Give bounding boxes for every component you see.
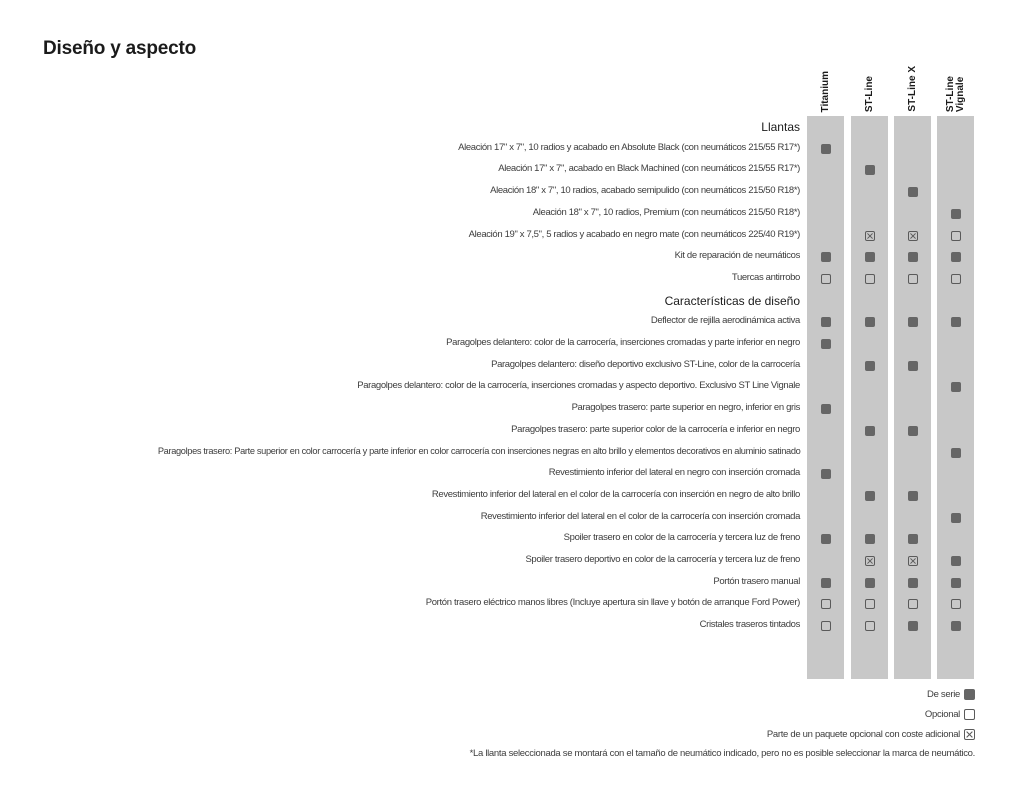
standard-mark-icon (821, 404, 831, 414)
row-label: Revestimiento inferior del lateral en el color de la carrocería con inserción en negro de alto brillo (431, 488, 800, 500)
column-header (851, 60, 888, 112)
standard-mark-icon (951, 513, 961, 523)
footnote: *La llanta seleccionada se montará con el tamaño de neumático indicado, pero no es posible seleccionar la marca de neumático. (469, 748, 975, 759)
row-label: Aleación 17" x 7", 10 radios y acabado en Absolute Black (con neumáticos 215/55 R17*) (458, 141, 800, 153)
optional-mark-icon (865, 599, 875, 609)
column-header-label: Titanium (819, 70, 831, 112)
row-label: Aleación 19" x 7,5", 5 radios y acabado en negro mate (con neumáticos 225/40 R19*) (468, 228, 800, 240)
standard-mark-icon (951, 578, 961, 588)
optional-mark-icon (951, 274, 961, 284)
row-label: Paragolpes delantero: color de la carrocería, inserciones cromadas y aspecto deportivo. Exclusivo ST Line Vignale (357, 380, 800, 392)
standard-mark-icon (865, 165, 875, 175)
row-label: Paragolpes trasero: parte superior color de la carrocería e inferior en negro (511, 423, 800, 435)
row-label: Tuercas antirrobo (731, 271, 800, 283)
row-label: Paragolpes delantero: diseño deportivo exclusivo ST-Line, color de la carrocería (491, 358, 800, 370)
standard-mark-icon (951, 317, 961, 327)
row-label: Aleación 18" x 7", 10 radios, acabado semipulido (con neumáticos 215/50 R18*) (490, 185, 800, 197)
standard-mark-icon (821, 144, 831, 154)
standard-mark-icon (908, 252, 918, 262)
standard-mark-icon (865, 534, 875, 544)
column-header (807, 60, 844, 112)
optional-mark-icon (821, 599, 831, 609)
package-mark-icon (865, 231, 875, 241)
page-title: Diseño y aspecto (43, 38, 197, 59)
standard-mark-icon (865, 578, 875, 588)
column-header-label: ST-Line X (906, 66, 918, 112)
standard-mark-icon (951, 382, 961, 392)
standard-mark-icon (908, 317, 918, 327)
standard-mark-icon (951, 556, 961, 566)
column-header-label: ST-Line (863, 75, 875, 112)
row-label: Paragolpes trasero: parte superior en negro, inferior en gris (571, 402, 800, 414)
legend-standard (927, 689, 975, 700)
legend-package-label: Parte de un paquete opcional con coste adicional (766, 729, 960, 740)
standard-mark-icon (821, 534, 831, 544)
optional-mark-icon (951, 599, 961, 609)
standard-mark-icon (908, 491, 918, 501)
optional-mark-icon (821, 274, 831, 284)
optional-mark-icon (865, 621, 875, 631)
row-label: Spoiler trasero en color de la carrocería y tercera luz de freno (563, 532, 800, 544)
optional-mark-icon (908, 599, 918, 609)
standard-mark-icon (951, 448, 961, 458)
standard-mark-icon (951, 209, 961, 219)
optional-mark-icon (951, 231, 961, 241)
standard-mark-icon (865, 491, 875, 501)
row-label: Aleación 18" x 7", 10 radios, Premium (con neumáticos 215/50 R18*) (532, 206, 800, 218)
row-label: Portón trasero manual (713, 575, 800, 587)
column-bar (937, 116, 974, 679)
standard-mark-icon (951, 621, 961, 631)
package-mark-icon (964, 729, 975, 740)
package-mark-icon (908, 556, 918, 566)
optional-mark-icon (964, 709, 975, 720)
row-label: Deflector de rejilla aerodinámica activa (650, 315, 800, 327)
row-label: Aleación 17" x 7", acabado en Black Machined (con neumáticos 215/55 R17*) (498, 163, 800, 175)
legend-package (767, 729, 975, 740)
row-label: Revestimiento inferior del lateral en negro con inserción cromada (548, 467, 800, 479)
column-header-label: ST-Line Vignale (944, 75, 966, 112)
legend-standard-label: De serie (927, 689, 960, 700)
standard-mark-icon (964, 689, 975, 700)
standard-mark-icon (821, 339, 831, 349)
optional-mark-icon (908, 274, 918, 284)
standard-mark-icon (908, 621, 918, 631)
row-label: Spoiler trasero deportivo en color de la carrocería y tercera luz de freno (525, 554, 800, 565)
column-header (894, 60, 931, 112)
optional-mark-icon (865, 274, 875, 284)
standard-mark-icon (865, 361, 875, 371)
standard-mark-icon (821, 252, 831, 262)
optional-mark-icon (821, 621, 831, 631)
standard-mark-icon (951, 252, 961, 262)
standard-mark-icon (908, 361, 918, 371)
standard-mark-icon (821, 578, 831, 588)
package-mark-icon (865, 556, 875, 566)
standard-mark-icon (908, 578, 918, 588)
legend-optional (925, 709, 975, 720)
standard-mark-icon (908, 426, 918, 436)
column-bar (851, 116, 888, 679)
row-label: Kit de reparación de neumáticos (674, 250, 800, 262)
row-label: Paragolpes delantero: color de la carrocería, inserciones cromadas y parte inferior en negro (446, 337, 800, 348)
standard-mark-icon (865, 252, 875, 262)
row-label: Portón trasero eléctrico manos libres (Incluye apertura sin llave y botón de arranque Ford Power) (425, 597, 800, 609)
column-header (937, 60, 974, 112)
standard-mark-icon (865, 426, 875, 436)
column-bar (894, 116, 931, 679)
package-mark-icon (908, 231, 918, 241)
standard-mark-icon (908, 187, 918, 197)
section-title: Llantas (761, 120, 800, 134)
column-bar (807, 116, 844, 679)
standard-mark-icon (821, 317, 831, 327)
standard-mark-icon (865, 317, 875, 327)
row-label: Cristales traseros tintados (699, 619, 800, 631)
standard-mark-icon (821, 469, 831, 479)
standard-mark-icon (908, 534, 918, 544)
section-title: Características de diseño (664, 293, 800, 308)
legend-optional-label: Opcional (924, 709, 960, 720)
row-label: Revestimiento inferior del lateral en el color de la carrocería con inserción cromada (480, 510, 800, 522)
row-label: Paragolpes trasero: Parte superior en color carrocería y parte inferior en color carrocería con inserciones negras en alto brillo y elementos decorativos en aluminio satinado (157, 445, 800, 457)
